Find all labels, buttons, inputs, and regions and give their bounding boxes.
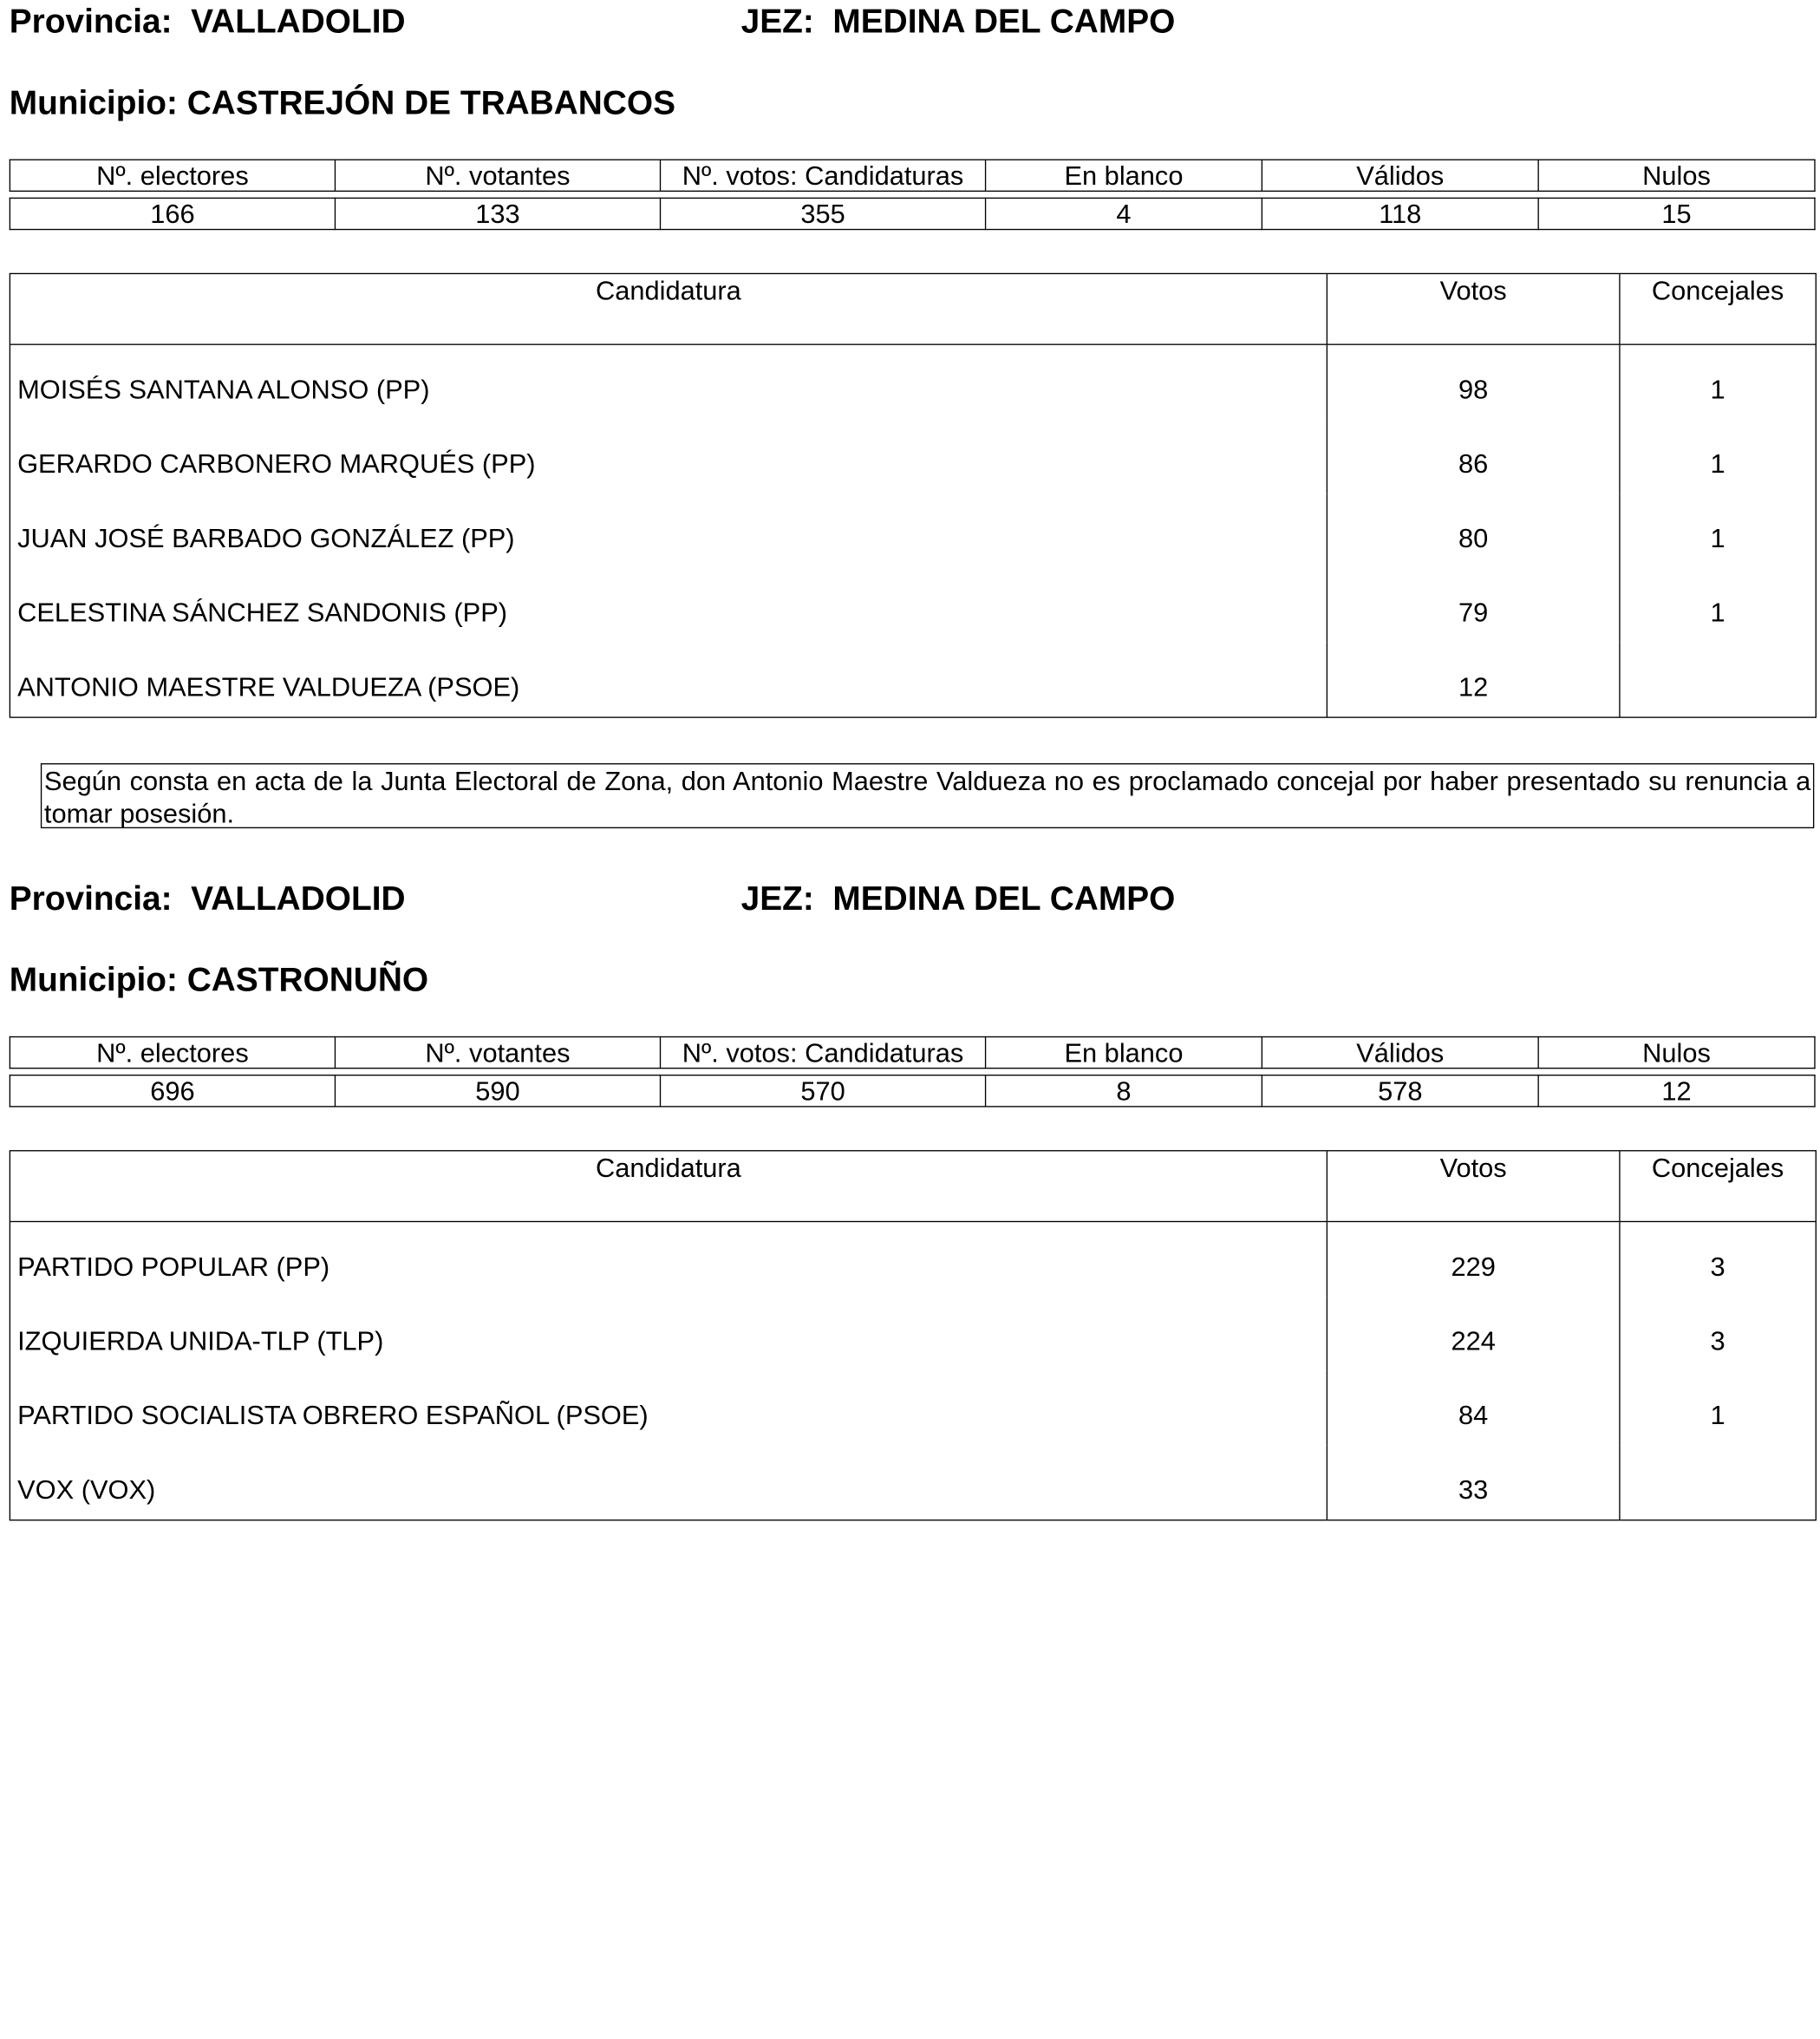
table-row <box>10 1371 1816 1446</box>
table-row <box>10 1297 1816 1371</box>
stats-header-cell: Nulos <box>1538 1037 1815 1069</box>
stats-header-cell: En blanco <box>986 1037 1262 1069</box>
table-row <box>10 345 1816 420</box>
stats-value-cell: 696 <box>10 1075 335 1107</box>
candidate-concejales: 1 <box>1619 493 1815 568</box>
candidate-votes: 79 <box>1327 568 1620 643</box>
candidate-name: VOX (VOX) <box>17 1474 156 1505</box>
votos-header: Votos <box>1327 1151 1620 1220</box>
candidate-name: MOISÉS SANTANA ALONSO (PP) <box>17 374 430 405</box>
stats-header-cell: Nº. electores <box>10 160 335 191</box>
candidate-votes: 224 <box>1327 1297 1620 1371</box>
candidate-concejales: 1 <box>1619 420 1815 494</box>
municipio-value: CASTREJÓN DE TRABANCOS <box>186 84 676 122</box>
jez-heading <box>741 3 1176 42</box>
candidate-name: CELESTINA SÁNCHEZ SANDONIS (PP) <box>17 597 508 628</box>
provincia-value: VALLADOLID <box>191 880 406 918</box>
stats-header-row <box>10 1037 1815 1069</box>
candidate-concejales: 1 <box>1619 1371 1815 1446</box>
stats-header-cell: Nº. votos: Candidaturas <box>661 1037 986 1069</box>
table-row <box>10 1222 1816 1297</box>
stats-value-cell: 12 <box>1538 1075 1815 1107</box>
candidate-concejales: 3 <box>1619 1297 1815 1371</box>
provincia-label: Provincia: <box>9 3 173 41</box>
stats-value-cell: 570 <box>661 1075 986 1107</box>
jez-label: JEZ: <box>740 3 814 41</box>
candidate-name: GERARDO CARBONERO MARQUÉS (PP) <box>17 448 536 479</box>
candidate-name: IZQUIERDA UNIDA-TLP (TLP) <box>17 1325 384 1356</box>
candidatura-header: Candidatura <box>595 1152 741 1183</box>
provincia-heading <box>10 3 406 42</box>
table-row <box>10 493 1816 568</box>
candidate-concejales: 1 <box>1619 568 1815 643</box>
stats-value-cell: 15 <box>1538 198 1815 229</box>
provincia-heading <box>10 879 406 919</box>
candidate-votes: 80 <box>1327 493 1620 568</box>
stats-header-cell: Nº. votantes <box>335 160 660 191</box>
summary-stats-table <box>10 160 1816 231</box>
stats-header-row <box>10 160 1815 191</box>
municipio-heading <box>10 83 675 123</box>
stats-header-cell: Nº. votantes <box>335 1037 660 1069</box>
candidate-votes: 229 <box>1327 1222 1620 1297</box>
junta-electoral-note: Según consta en acta de la Junta Electoral de Zona, don Antonio Maestre Valdueza no es proclamado concejal por haber presentado su renuncia a tomar posesión. <box>41 763 1814 828</box>
candidate-name: PARTIDO POPULAR (PP) <box>17 1251 330 1282</box>
stats-header-cell: En blanco <box>986 160 1262 191</box>
candidate-concejales: 3 <box>1619 1222 1815 1297</box>
stats-value-cell: 578 <box>1262 1075 1538 1107</box>
stats-header-cell: Válidos <box>1262 160 1538 191</box>
table-row <box>10 643 1816 717</box>
summary-stats-table <box>10 1036 1816 1108</box>
stats-header-cell: Nulos <box>1538 160 1815 191</box>
candidate-concejales: 1 <box>1619 345 1815 420</box>
municipio-label: Municipio: <box>9 84 178 122</box>
stats-value-cell: 355 <box>661 198 986 229</box>
stats-value-cell: 590 <box>335 1075 660 1107</box>
candidates-table <box>10 273 1817 718</box>
table-row <box>10 568 1816 643</box>
candidate-votes: 33 <box>1327 1445 1620 1519</box>
stats-header-cell: Válidos <box>1262 1037 1538 1069</box>
jez-heading <box>741 879 1176 919</box>
stats-header-cell: Nº. electores <box>10 1037 335 1069</box>
stats-value-cell: 133 <box>335 198 660 229</box>
candidate-name: ANTONIO MAESTRE VALDUEZA (PSOE) <box>17 671 520 703</box>
candidate-concejales <box>1619 643 1815 717</box>
candidate-name: PARTIDO SOCIALISTA OBRERO ESPAÑOL (PSOE) <box>17 1400 649 1430</box>
provincia-label: Provincia: <box>9 880 173 918</box>
candidate-votes: 98 <box>1327 345 1620 420</box>
jez-value: MEDINA DEL CAMPO <box>832 3 1176 41</box>
candidate-concejales <box>1619 1445 1815 1519</box>
jez-value: MEDINA DEL CAMPO <box>832 880 1176 918</box>
stats-value-cell: 166 <box>10 198 335 229</box>
votos-header: Votos <box>1327 274 1620 343</box>
stats-value-row <box>10 1075 1815 1107</box>
municipio-label: Municipio: <box>9 962 178 999</box>
stats-value-cell: 118 <box>1262 198 1538 229</box>
stats-value-cell: 8 <box>986 1075 1262 1107</box>
stats-header-cell: Nº. votos: Candidaturas <box>661 160 986 191</box>
candidatura-header: Candidatura <box>595 275 741 306</box>
candidates-header-row <box>10 274 1816 345</box>
municipio-heading <box>10 961 428 1001</box>
concejales-header: Concejales <box>1619 1151 1815 1220</box>
stats-value-cell: 4 <box>986 198 1262 229</box>
jez-label: JEZ: <box>740 880 814 918</box>
candidate-name: JUAN JOSÉ BARBADO GONZÁLEZ (PP) <box>17 522 515 553</box>
concejales-header: Concejales <box>1619 274 1815 343</box>
candidates-header-row <box>10 1151 1816 1222</box>
candidate-votes: 84 <box>1327 1371 1620 1446</box>
candidate-votes: 86 <box>1327 420 1620 494</box>
candidates-table <box>10 1150 1817 1520</box>
table-row <box>10 420 1816 494</box>
table-row <box>10 1445 1816 1519</box>
stats-value-row <box>10 198 1815 229</box>
candidate-votes: 12 <box>1327 643 1620 717</box>
municipio-value: CASTRONUÑO <box>186 962 429 999</box>
provincia-value: VALLADOLID <box>191 3 406 41</box>
